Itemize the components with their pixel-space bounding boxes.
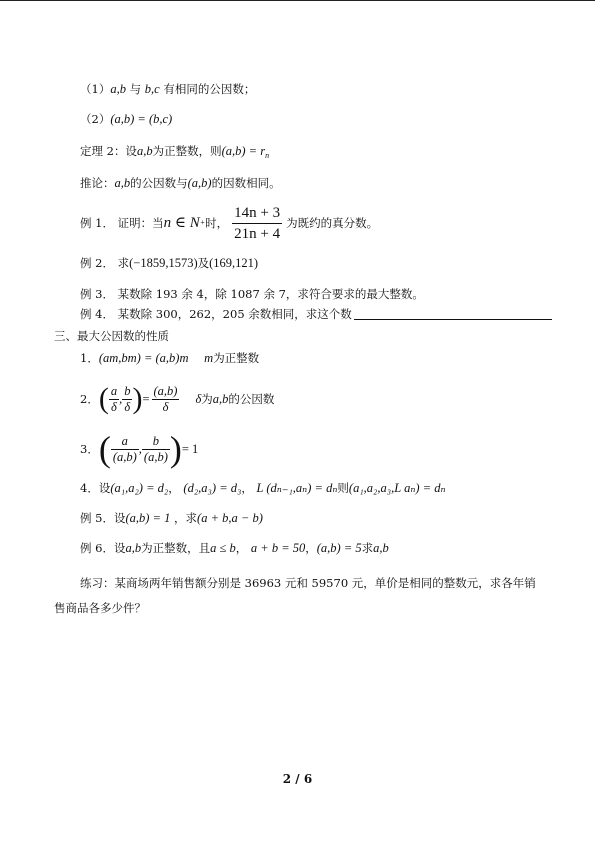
text: 求	[361, 541, 374, 555]
equals: =	[142, 392, 150, 406]
subscript: +	[199, 218, 206, 227]
math-sum: a + b = 50	[250, 541, 306, 555]
denominator: δ	[162, 399, 169, 414]
denominator: (a,b)	[112, 449, 137, 464]
math-pair: (169,121)	[209, 256, 259, 270]
math-gcd-value: (a,b) = 5	[316, 541, 362, 555]
text: 为正整数，则	[152, 144, 222, 158]
example-6	[80, 540, 389, 556]
example-label: 例 6．设	[80, 541, 126, 555]
text: 及	[197, 256, 210, 270]
right-paren: )	[132, 382, 143, 415]
text: ，	[168, 481, 180, 495]
text: 的公因数与	[130, 176, 188, 190]
text: 与	[129, 82, 142, 96]
equals-one: = 1	[181, 442, 199, 456]
math-gcd-sum-diff: (a + b,a − b)	[197, 511, 263, 525]
math-ab: a,b	[212, 392, 229, 406]
answer-blank	[354, 307, 552, 320]
fraction	[111, 434, 139, 465]
fraction	[232, 203, 282, 244]
example-text: 例 3． 某数除 193 余 4，除 1087 余 7，求符合要求的最大整数。	[80, 287, 424, 301]
property-1	[80, 350, 259, 366]
theorem-label: 定理 2：设	[80, 144, 137, 158]
example-label: 例 2． 求	[80, 256, 130, 270]
math-coprime: (a,b) = 1	[125, 511, 171, 525]
text: 有相同的公因数；	[163, 82, 256, 96]
math-ab: a,b	[136, 144, 153, 158]
fraction	[152, 384, 180, 415]
math-gcd: (a,b)	[187, 176, 212, 190]
theorem-2	[80, 143, 269, 164]
denominator: (a,b)	[143, 449, 168, 464]
numerator: a	[111, 434, 139, 450]
math-bc: b,c	[144, 82, 160, 96]
comma: ,	[119, 392, 123, 406]
item-label: 1．	[80, 351, 99, 365]
left-paren: (	[98, 382, 109, 415]
numerator: 14n + 3	[232, 203, 282, 224]
text: 为	[201, 392, 213, 406]
fraction	[109, 384, 119, 415]
page-top-rule	[0, 0, 595, 1]
practice-line-1	[80, 575, 536, 591]
text: 为既约的真分数。	[286, 216, 379, 230]
math-gcd-step: (a₁,a₂) = d₂	[110, 481, 169, 495]
practice-text: 练习：某商场两年销售额分别是 36963 元和 59570 元，单价是相同的整数元，求各年销	[80, 576, 536, 590]
property-4	[80, 480, 446, 496]
math-m: m	[204, 351, 214, 365]
item-label: 2．	[80, 392, 99, 406]
text: 为正整数，且	[141, 541, 211, 555]
example-2	[80, 255, 258, 271]
text: ，	[241, 481, 253, 495]
math-gcd-scaling: (am,bm) = (a,b)m	[98, 351, 189, 365]
practice-text: 售商品各多少件？	[54, 601, 146, 615]
text: ，	[235, 541, 248, 555]
math-pair: (−1859,1573)	[129, 256, 198, 270]
text: 的公因数	[228, 392, 275, 406]
example-text: 例 4． 某数除 300，262，205 余数相同，求这个数	[80, 307, 352, 321]
math-gcd-step: L (dₙ₋₁,aₙ) = dₙ	[256, 481, 338, 495]
math-n-in-n: n ∈ N	[163, 215, 200, 231]
item-label: 3．	[80, 442, 99, 456]
denominator: δ	[124, 399, 131, 414]
numerator: a	[110, 383, 118, 398]
denominator: 21n + 4	[234, 225, 281, 242]
property-3	[80, 426, 198, 472]
right-paren: )	[169, 429, 182, 469]
math-gcd-multi: (a₁,a₂,a₃,L aₙ) = dₙ	[348, 481, 446, 495]
corollary-label: 推论：	[80, 176, 115, 190]
text: ，求	[174, 511, 198, 525]
item-label: 4．设	[80, 481, 111, 495]
section-heading	[54, 328, 169, 344]
left-paren: (	[98, 429, 111, 469]
numerator: (a,b)	[153, 383, 178, 398]
math-inequality: a ≤ b	[210, 541, 236, 555]
practice-line-2	[54, 600, 146, 616]
item-1	[80, 81, 255, 97]
comma: ,	[138, 442, 142, 456]
example-1	[80, 200, 378, 246]
page-number: 2 / 6	[282, 772, 313, 786]
text: 时，	[205, 216, 229, 230]
example-5	[80, 510, 263, 526]
math-delta: δ	[195, 392, 202, 406]
corollary	[80, 175, 281, 191]
example-label: 例 5．设	[80, 511, 126, 525]
numerator: b	[142, 434, 170, 450]
math-gcd-rn: (a,b) = r	[221, 144, 266, 158]
section-title: 三、最大公因数的性质	[54, 329, 169, 343]
example-label: 例 1． 证明：当	[80, 216, 164, 230]
item-label: （1）	[80, 82, 111, 96]
text: 的因数相同。	[211, 176, 281, 190]
item-label: （2）	[80, 112, 111, 126]
math-gcd-equality: (a,b) = (b,c)	[110, 112, 173, 126]
math-ab: a,b	[125, 541, 142, 555]
text: 为正整数	[213, 351, 260, 365]
text: 则	[337, 481, 349, 495]
math-ab: a,b	[373, 541, 389, 555]
numerator: b	[124, 383, 131, 398]
example-4	[80, 306, 552, 322]
math-ab: a,b	[110, 82, 126, 96]
text: ，	[305, 541, 317, 555]
property-2	[80, 378, 274, 420]
math-gcd-step: (d₂,a₃) = d₃	[183, 481, 242, 495]
fraction	[122, 384, 132, 415]
denominator: δ	[111, 399, 117, 414]
fraction	[142, 434, 170, 465]
math-ab: a,b	[114, 176, 131, 190]
item-2	[80, 111, 172, 127]
example-3	[80, 286, 424, 302]
subscript: n	[265, 151, 270, 160]
